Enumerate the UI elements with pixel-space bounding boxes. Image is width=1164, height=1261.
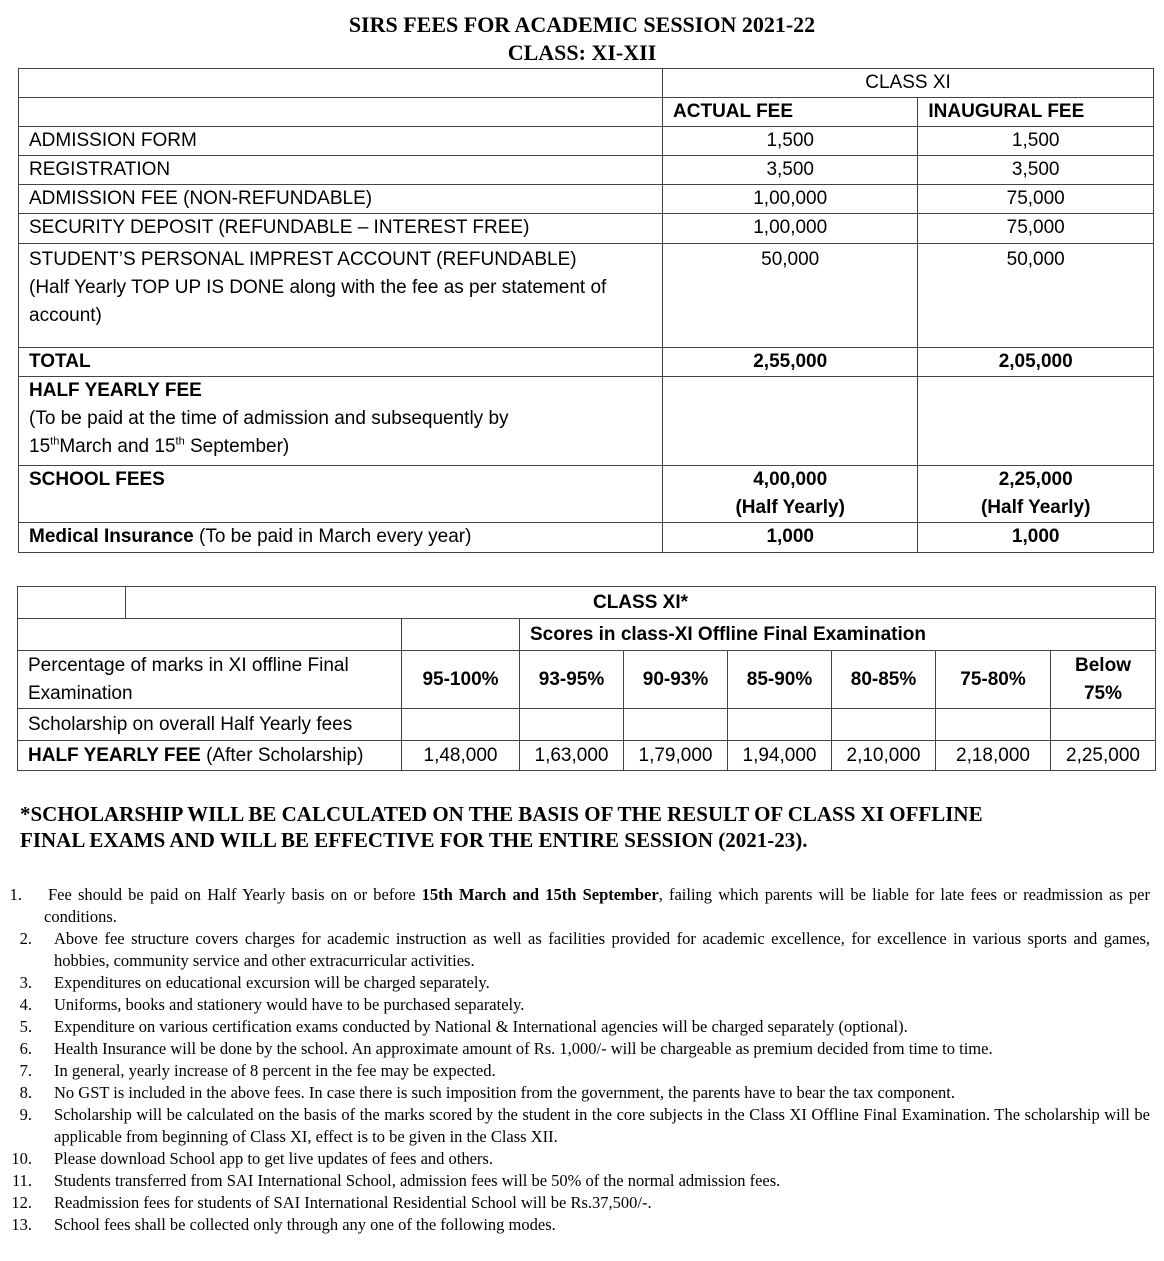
list-item — [0, 994, 1164, 1016]
range-cell: 75-80% — [936, 651, 1051, 709]
list-item-number: 8. — [19, 1083, 32, 1102]
class-xi-header: CLASS XI — [663, 69, 1154, 98]
list-item-text: Expenditure on various certification exams conducted by National & International agencies will be charged separately (optional). — [54, 1017, 908, 1036]
inaugural-value: 3,500 — [918, 156, 1154, 185]
list-item-number: 13. — [11, 1215, 32, 1234]
actual-value: 1,00,000 — [663, 185, 918, 214]
inaugural-value: 1,500 — [918, 127, 1154, 156]
list-item-number: 10. — [11, 1149, 32, 1168]
list-item-number: 3. — [19, 973, 32, 992]
actual-value: 3,500 — [663, 156, 918, 185]
list-item-text: In general, yearly increase of 8 percent in the fee may be expected. — [54, 1061, 496, 1080]
list-item-number: 4. — [19, 995, 32, 1014]
row-label: REGISTRATION — [19, 156, 663, 185]
fee-cell: 2,25,000 — [1051, 741, 1156, 771]
list-item-text: Scholarship will be calculated on the basis of the marks scored by the student in the core subjects in the Class XI Offline Final Examination. The scholarship will be applicable from beginning of Class XI, effect is to be given in the Class XII. — [54, 1105, 1150, 1146]
table-row — [19, 244, 1154, 348]
medical-label: Medical Insurance (To be paid in March every year) — [19, 523, 663, 553]
document-subtitle: CLASS: XI-XII — [507, 40, 657, 65]
scholarship-row — [18, 709, 1156, 741]
actual-value: 1,00,000 — [663, 214, 918, 244]
table-row — [19, 127, 1154, 156]
half-yearly-label: HALF YEARLY FEE — [29, 380, 202, 401]
table-row — [19, 156, 1154, 185]
fee-cell: 2,10,000 — [832, 741, 936, 771]
school-fees-actual: 4,00,000 — [753, 469, 828, 490]
list-item-number: 12. — [11, 1193, 32, 1212]
list-item-number: 5. — [19, 1017, 32, 1036]
inaugural-value: 50,000 — [918, 244, 1154, 348]
total-label: TOTAL — [19, 348, 663, 377]
terms-list — [0, 884, 1164, 1236]
fee-cell: 1,79,000 — [624, 741, 728, 771]
list-item-text: No GST is included in the above fees. In case there is such imposition from the government, the parents have to bear the tax component. — [54, 1083, 955, 1102]
percentage-label: Percentage of marks in XI offline Final Examination — [18, 651, 402, 709]
scholarship-note-line-2: FINAL EXAMS AND WILL BE EFFECTIVE FOR THE ENTIRE SESSION (2021-23). — [20, 828, 808, 852]
list-item-number: 9. — [19, 1105, 32, 1124]
half-yearly-sub-b: 15thMarch and 15th September) — [29, 435, 290, 457]
list-item-text: Above fee structure covers charges for academic instruction as well as facilities provided for academic excellence, for excellence in various sports and games, hobbies, community service and other extracurricular activities. — [54, 929, 1150, 970]
row-label: ADMISSION FORM — [19, 127, 663, 156]
half-yearly-row — [19, 377, 1154, 466]
total-row — [19, 348, 1154, 377]
list-item-text: Fee should be paid on Half Yearly basis on or before 15th March and 15th September, failing which parents will be liable for late fees or readmission as per conditions. — [44, 885, 1150, 926]
list-item-number: 2. — [19, 929, 32, 948]
after-scholarship-label: HALF YEARLY FEE (After Scholarship) — [18, 741, 402, 771]
table-row — [19, 214, 1154, 244]
list-item — [0, 1214, 1164, 1236]
scholarship-label: Scholarship on overall Half Yearly fees — [18, 709, 402, 741]
range-cell: 90-93% — [624, 651, 728, 709]
range-cell: 80-85% — [832, 651, 936, 709]
total-actual: 2,55,000 — [663, 348, 918, 377]
document-title: SIRS FEES FOR ACADEMIC SESSION 2021-22 — [348, 12, 816, 37]
fee-cell: 1,48,000 — [402, 741, 520, 771]
school-fees-row — [19, 466, 1154, 523]
row-label: STUDENT’S PERSONAL IMPREST ACCOUNT (REFUNDABLE) — [29, 249, 577, 270]
list-item — [0, 1060, 1164, 1082]
list-item-text: Readmission fees for students of SAI International Residential School will be Rs.37,500/-. — [54, 1193, 652, 1212]
list-item-text: School fees shall be collected only through any one of the following modes. — [54, 1215, 556, 1234]
fee-cell: 2,18,000 — [936, 741, 1051, 771]
school-fees-label: SCHOOL FEES — [19, 466, 663, 523]
fee-table — [18, 68, 1154, 553]
list-item-text: Students transferred from SAI International School, admission fees will be 50% of the normal admission fees. — [54, 1171, 781, 1190]
list-item — [0, 1148, 1164, 1170]
scholarship-table — [17, 586, 1156, 771]
list-item — [0, 1104, 1164, 1148]
row-label: SECURITY DEPOSIT (REFUNDABLE – INTEREST FREE) — [19, 214, 663, 244]
scholarship-class-header: CLASS XI* — [126, 587, 1156, 619]
medical-actual: 1,000 — [663, 523, 918, 553]
list-item-number: 6. — [19, 1039, 32, 1058]
table-row — [19, 185, 1154, 214]
row-sublabel: (Half Yearly TOP UP IS DONE along with the fee as per statement of account) — [29, 277, 607, 326]
scholarship-note-line-1: *SCHOLARSHIP WILL BE CALCULATED ON THE BASIS OF THE RESULT OF CLASS XI OFFLINE — [20, 802, 983, 826]
school-fees-inaugural: 2,25,000 — [998, 469, 1073, 490]
fee-cell: 1,63,000 — [520, 741, 624, 771]
list-item — [0, 1038, 1164, 1060]
list-item-text: Please download School app to get live updates of fees and others. — [54, 1149, 493, 1168]
fee-table-label-header — [19, 98, 663, 127]
list-item — [0, 884, 1164, 928]
actual-value: 50,000 — [663, 244, 918, 348]
list-item-text: Health Insurance will be done by the school. An approximate amount of Rs. 1,000/- will be chargeable as premium decided from time to time. — [54, 1039, 993, 1058]
scholarship-corner — [18, 587, 126, 619]
medical-row — [19, 523, 1154, 553]
after-scholarship-row — [18, 741, 1156, 771]
list-item-number: 11. — [11, 1171, 32, 1190]
percentage-row — [18, 651, 1156, 709]
inaugural-fee-header: INAUGURAL FEE — [918, 98, 1154, 127]
inaugural-value: 75,000 — [918, 214, 1154, 244]
school-fees-inaugural-period: (Half Yearly) — [980, 497, 1091, 518]
row-label: ADMISSION FEE (NON-REFUNDABLE) — [19, 185, 663, 214]
list-item — [0, 1170, 1164, 1192]
range-cell: 85-90% — [728, 651, 832, 709]
actual-value: 1,500 — [663, 127, 918, 156]
total-inaugural: 2,05,000 — [918, 348, 1154, 377]
inaugural-value: 75,000 — [918, 185, 1154, 214]
medical-inaugural: 1,000 — [918, 523, 1154, 553]
range-cell: 95-100% — [402, 651, 520, 709]
list-item-number: 7. — [19, 1061, 32, 1080]
school-fees-actual-period: (Half Yearly) — [735, 497, 845, 518]
list-item — [0, 1082, 1164, 1104]
fee-cell: 1,94,000 — [728, 741, 832, 771]
fee-table-corner — [19, 69, 663, 98]
list-item — [0, 1192, 1164, 1214]
half-yearly-sub-a: (To be paid at the time of admission and subsequently by — [29, 408, 509, 429]
list-item — [0, 1016, 1164, 1038]
list-item — [0, 972, 1164, 994]
scores-header: Scores in class-XI Offline Final Examination — [520, 619, 1156, 651]
range-cell: Below 75% — [1051, 651, 1156, 709]
actual-fee-header: ACTUAL FEE — [663, 98, 918, 127]
list-item-number: 1. — [9, 885, 22, 904]
list-item-text: Expenditures on educational excursion will be charged separately. — [54, 973, 490, 992]
range-cell: 93-95% — [520, 651, 624, 709]
list-item-text: Uniforms, books and stationery would have to be purchased separately. — [54, 995, 525, 1014]
list-item — [0, 928, 1164, 972]
